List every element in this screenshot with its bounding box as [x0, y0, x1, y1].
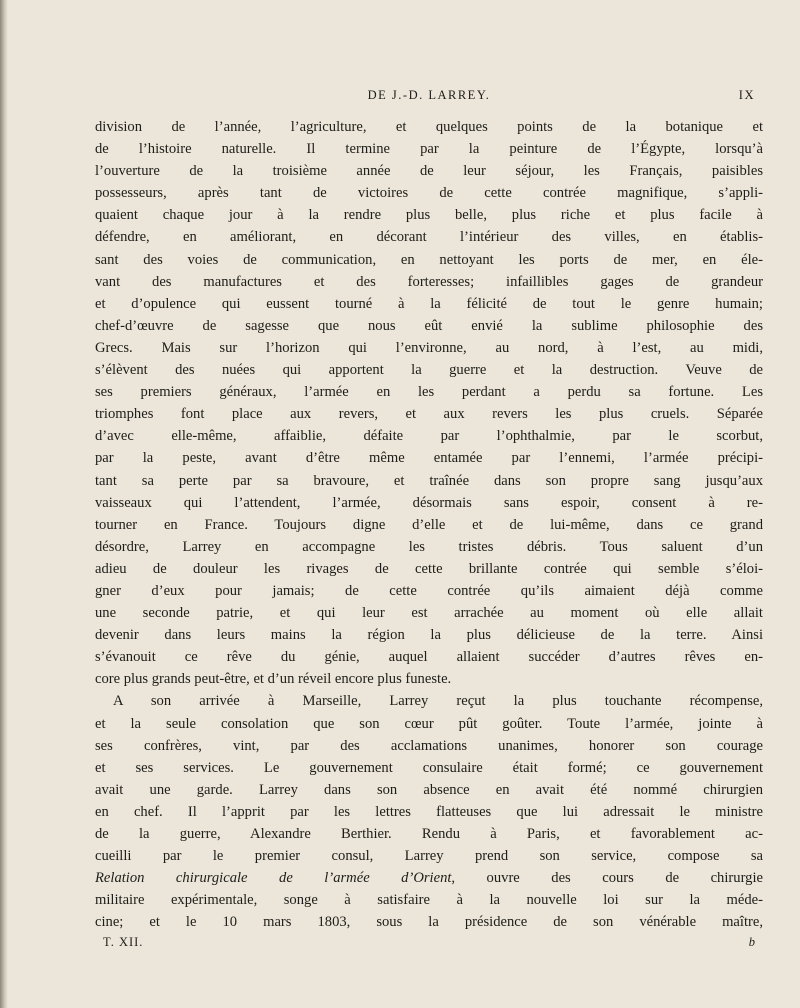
paragraph-end-line: core plus grands peut-être, et d’un réveil encore plus funeste. [95, 671, 452, 688]
page-footer [95, 933, 763, 953]
text-line: par la peste, avant d’être même entamée par l’ennemi, l’armée précipi- [95, 450, 763, 467]
text-line: et la seule consolation que son cœur pût goûter. Toute l’armée, jointe à [95, 715, 763, 732]
text-line: une seconde patrie, et qui leur est arrachée au moment où elle allait [95, 605, 763, 622]
text-line: vant des manufactures et des forteresses; infaillibles gages de grandeur [95, 273, 763, 290]
text-line: division de l’année, l’agriculture, et quelques points de la botanique et [95, 119, 763, 135]
text-line: adieu de douleur les rivages de cette brillante contrée qui semble s’éloi- [95, 560, 763, 577]
running-title: DE J.-D. LARREY. [367, 88, 491, 102]
text-line: sant des voies de communication, en nettoyant les ports de mer, en éle- [95, 251, 763, 268]
paragraph-start-line: A son arrivée à Marseille, Larrey reçut la plus touchante récompense, [113, 693, 763, 710]
gathering-letter: b [748, 935, 755, 950]
text-line: de la guerre, Alexandre Berthier. Rendu à Paris, et favorablement ac- [95, 826, 763, 842]
italic-book-title: Relation chirurgicale de l’armée d’Orient [95, 870, 452, 887]
signature-mark: T. XII. [103, 935, 144, 950]
book-page [95, 88, 763, 953]
text-line: défendre, en améliorant, en décorant l’intérieur des villes, en établis- [95, 229, 763, 246]
text-line: vaisseaux qui l’attendent, l’armée, désormais sans espoir, consent à re- [95, 494, 763, 511]
text-line: s’évanouit ce rêve du génie, auquel allaient succéder d’autres rêves en- [95, 649, 763, 666]
text-line: devenir dans leurs mains la région la plus délicieuse de la terre. Ainsi [95, 627, 763, 644]
text-line: en chef. Il l’apprit par les lettres flatteuses que lui adressait le ministre [95, 803, 763, 820]
text-line: ses premiers généraux, l’armée en les perdant a perdu sa fortune. Les [95, 384, 763, 401]
text-line: triomphes font place aux revers, et aux revers les plus cruels. Séparée [95, 406, 763, 423]
text-line: tourner en France. Toujours digne d’elle et de lui-même, dans ce grand [95, 516, 763, 533]
body-text [95, 116, 763, 933]
text-line-with-italic-title [95, 867, 763, 889]
text-line: d’avec elle-même, affaiblie, défaite par l’ophthalmie, par le scorbut, [95, 428, 763, 445]
text-line: cueilli par le premier consul, Larrey prend son service, compose sa [95, 848, 763, 865]
text-line: de l’histoire naturelle. Il termine par la peinture de l’Égypte, lorsqu’à [95, 141, 763, 158]
text-line: militaire expérimentale, songe à satisfaire à la nouvelle loi sur la méde- [95, 892, 763, 909]
text-line: et ses services. Le gouvernement consulaire était formé; ce gouvernement [95, 759, 763, 776]
text-line: l’ouverture de la troisième année de leur séjour, les Français, paisibles [95, 163, 763, 180]
text-line: chef-d’œuvre de sagesse que nous eût envié la sublime philosophie des [95, 317, 763, 334]
text-line: désordre, Larrey en accompagne les tristes débris. Tous saluent d’un [95, 538, 763, 555]
text-line: ses confrères, vint, par des acclamations unanimes, honorer son courage [95, 737, 763, 754]
text-line: cine; et le 10 mars 1803, sous la présidence de son vénérable maître, [95, 914, 763, 931]
text-line: et d’opulence qui eussent tourné à la félicité de tout le genre humain; [95, 295, 763, 312]
text-fragment: , ouvre des cours de chirurgie [451, 870, 763, 887]
text-line: tant sa perte par sa bravoure, et traînée dans son propre sang jusqu’aux [95, 472, 763, 489]
text-line: avait une garde. Larrey dans son absence en avait été nommé chirurgien [95, 781, 763, 798]
text-line: Grecs. Mais sur l’horizon qui l’environne, au nord, à l’est, au midi, [95, 339, 763, 356]
page-number: IX [738, 88, 755, 102]
text-line: possesseurs, après tant de victoires de cette contrée magnifique, s’appli- [95, 185, 763, 202]
text-line: s’élèvent des nuées qui apportent la guerre et la destruction. Veuve de [95, 362, 763, 379]
text-line: quaient chaque jour à la rendre plus belle, plus riche et plus facile à [95, 207, 763, 224]
binding-edge-shadow [0, 0, 8, 1008]
running-head [95, 88, 763, 110]
text-line: gner d’eux pour jamais; de cette contrée qu’ils aimaient déjà comme [95, 582, 763, 599]
